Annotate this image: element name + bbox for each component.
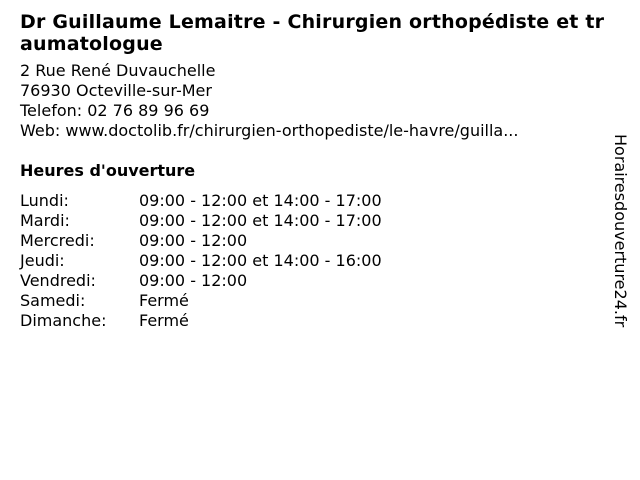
day-hours: 09:00 - 12:00 et 14:00 - 17:00: [139, 211, 382, 230]
day-hours: Fermé: [139, 311, 189, 330]
business-title: Dr Guillaume Lemaitre - Chirurgien orthopédiste et traumatologue: [20, 11, 605, 55]
day-label: Mardi:: [20, 211, 70, 230]
hours-row-tuesday: [20, 211, 616, 231]
day-label: Samedi:: [20, 291, 86, 310]
hours-row-sunday: [20, 311, 616, 331]
day-hours: Fermé: [139, 291, 189, 310]
day-hours: 09:00 - 12:00 et 14:00 - 16:00: [139, 251, 382, 270]
day-label: Vendredi:: [20, 271, 96, 290]
hours-row-thursday: [20, 251, 616, 271]
day-hours: 09:00 - 12:00 et 14:00 - 17:00: [139, 191, 382, 210]
hours-row-friday: [20, 271, 616, 291]
hours-row-monday: [20, 191, 616, 211]
hours-row-wednesday: [20, 231, 616, 251]
website-link[interactable]: Web: www.doctolib.fr/chirurgien-orthopediste/le-havre/guilla...: [20, 121, 519, 140]
site-watermark: Horairesdouverture24.fr: [611, 134, 630, 328]
day-label: Mercredi:: [20, 231, 95, 250]
contact-block: [20, 61, 616, 141]
day-label: Lundi:: [20, 191, 69, 210]
day-label: Dimanche:: [20, 311, 107, 330]
hours-row-saturday: [20, 291, 616, 311]
day-hours: 09:00 - 12:00: [139, 231, 248, 250]
phone-number[interactable]: Telefon: 02 76 89 96 69: [20, 101, 210, 120]
opening-hours-heading: Heures d'ouverture: [20, 161, 196, 180]
opening-hours-list: [20, 191, 616, 331]
business-card: [20, 11, 616, 331]
city-address: 76930 Octeville-sur-Mer: [20, 81, 212, 100]
street-address: 2 Rue René Duvauchelle: [20, 61, 216, 80]
day-label: Jeudi:: [20, 251, 65, 270]
day-hours: 09:00 - 12:00: [139, 271, 248, 290]
